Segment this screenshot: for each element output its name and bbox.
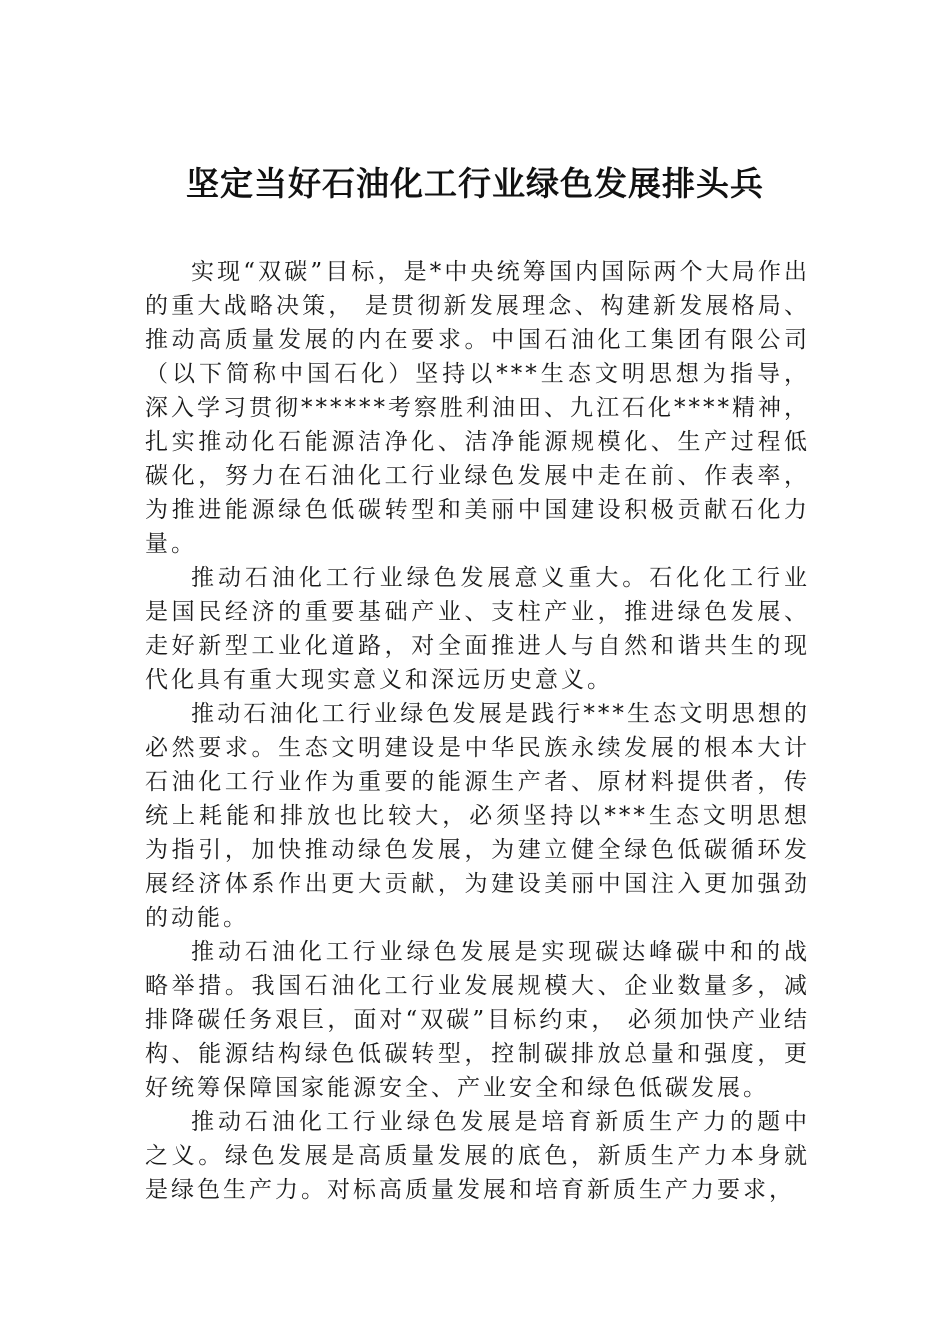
- paragraph: 推动石油化工行业绿色发展意义重大。石化化工行业是国民经济的重要基础产业、支柱产业，推进绿色发展、走好新型工业化道路，对全面推进人与自然和谐共生的现代化具有重大现实意义和深远历史意义。: [145, 565, 810, 693]
- paragraph: 推动石油化工行业绿色发展是践行***生态文明思想的必然要求。生态文明建设是中华民族永续发展的根本大计石油化工行业作为重要的能源生产者、原材料提供者，传统上耗能和排放也比较大，必须坚持以***生态文明思想为指引，加快推动绿色发展，为建立健全绿色低碳循环发展经济体系作出更大贡献，为建设美丽中国注入更加强劲的动能。: [145, 701, 810, 931]
- paragraph: 推动石油化工行业绿色发展是培育新质生产力的题中之义。绿色发展是高质量发展的底色，新质生产力本身就是绿色生产力。对标高质量发展和培育新质生产力要求，: [145, 1109, 810, 1203]
- paragraph: 实现“双碳”目标，是*中央统筹国内国际两个大局作出的重大战略决策， 是贯彻新发展理念、构建新发展格局、推动高质量发展的内在要求。中国石油化工集团有限公司（以下简称中国石化）坚持以***生态文明思想为指导，深入学习贯彻******考察胜利油田、九江石化****精神，扎实推动化石能源洁净化、洁净能源规模化、生产过程低碳化，努力在石油化工行业绿色发展中走在前、作表率，为推进能源绿色低碳转型和美丽中国建设积极贡献石化力量。: [145, 259, 810, 557]
- document-title: 坚定当好石油化工行业绿色发展排头兵: [186, 164, 764, 203]
- paragraph: 推动石油化工行业绿色发展是实现碳达峰碳中和的战略举措。我国石油化工行业发展规模大、企业数量多，减排降碳任务艰巨，面对“双碳”目标约束， 必须加快产业结构、能源结构绿色低碳转型，控制碳排放总量和强度，更好统筹保障国家能源安全、产业安全和绿色低碳发展。: [145, 939, 810, 1101]
- document-body: [145, 255, 810, 1207]
